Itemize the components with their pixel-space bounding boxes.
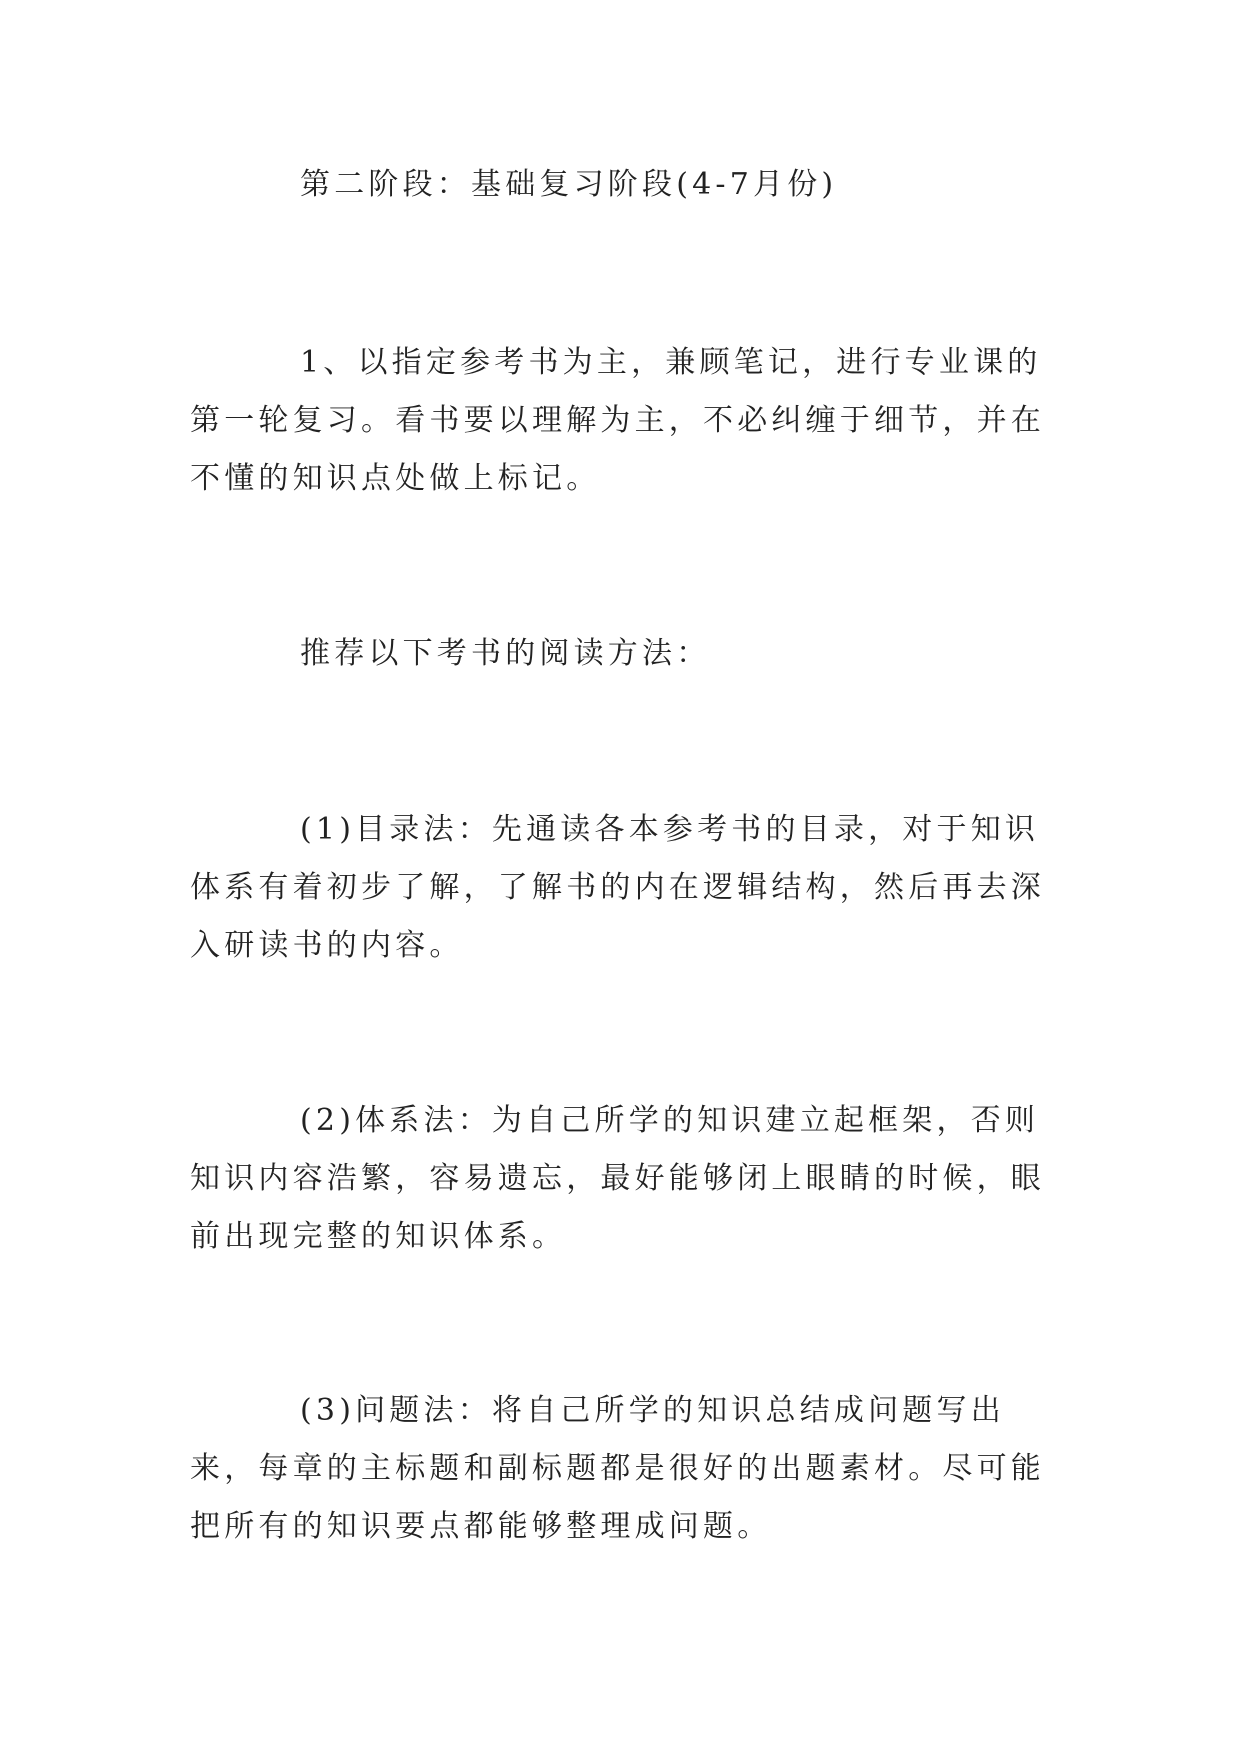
paragraph-method-1: (1)目录法：先通读各本参考书的目录，对于知识体系有着初步了解，了解书的内在逻辑结构，然后再去深入研读书的内容。 xyxy=(190,812,1045,963)
paragraph-recommend-intro: 推荐以下考书的阅读方法： xyxy=(300,636,711,671)
paragraph-item-1: 1、以指定参考书为主，兼顾笔记，进行专业课的第一轮复习。看书要以理解为主，不必纠缠于细节，并在不懂的知识点处做上标记。 xyxy=(190,345,1045,496)
paragraph-method-3: (3)问题法：将自己所学的知识总结成问题写出来，每章的主标题和副标题都是很好的出题素材。尽可能把所有的知识要点都能够整理成问题。 xyxy=(190,1393,1045,1544)
paragraph-method-2: (2)体系法：为自己所学的知识建立起框架，否则知识内容浩繁，容易遗忘，最好能够闭上眼睛的时候，眼前出现完整的知识体系。 xyxy=(190,1103,1045,1254)
section-heading: 第二阶段：基础复习阶段(4-7月份) xyxy=(300,167,838,202)
